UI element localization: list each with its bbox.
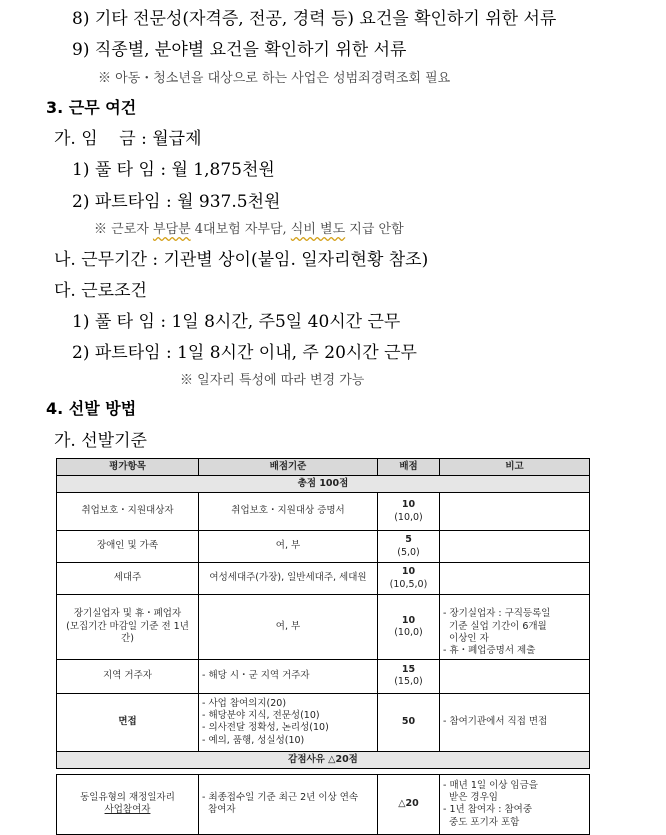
col-header-score: 배점 [378, 459, 440, 476]
remark-line: 받은 경우임 [443, 791, 498, 803]
deduction-item [57, 774, 199, 834]
row-score [378, 563, 440, 595]
row-score: 50 [378, 693, 440, 751]
deduction-remarks [440, 774, 590, 834]
row-item: 지역 거주자 [57, 659, 199, 693]
doc-line-9: 9) 직종별, 분야별 요건을 확인하기 위한 서류 [72, 40, 407, 60]
score-options: (10,0) [394, 626, 423, 638]
table-row [57, 595, 590, 660]
score-value: 10 [401, 499, 416, 511]
row-item: 장애인 및 가족 [57, 531, 199, 563]
row-remarks [440, 595, 590, 660]
selection-criteria-table [56, 458, 590, 835]
deduction-criteria [199, 774, 378, 834]
row-score [378, 595, 440, 660]
criteria-line: - 예의, 품행, 성실성(10) [202, 734, 305, 746]
row-criteria: 여, 부 [199, 595, 378, 660]
score-value: 10 [401, 566, 416, 578]
col-header-item: 평가항목 [57, 459, 199, 476]
row-remarks [440, 493, 590, 531]
parttime-hours: 2) 파트타임 : 1일 8시간 이내, 주 20시간 근무 [72, 343, 417, 363]
note-wage-underlined-1: 부담분 [152, 222, 191, 237]
note-hours: ※ 일자리 특성에 따라 변경 가능 [180, 373, 365, 388]
score-value: 10 [401, 614, 416, 626]
section-3-heading: 3. 근무 여건 [46, 98, 137, 117]
note-wage-suffix: 지급 안함 [345, 222, 404, 237]
work-conditions-heading: 다. 근로조건 [54, 281, 147, 301]
note-wage-prefix: ※ 근로자 [94, 222, 153, 237]
table-row [57, 693, 590, 751]
row-remarks [440, 531, 590, 563]
col-header-criteria: 배점기준 [199, 459, 378, 476]
total-score-row [57, 476, 590, 493]
remark-line: - 매년 1일 이상 임금을 [443, 779, 538, 791]
row-item [57, 595, 199, 660]
remark-line: 중도 포기자 포함 [443, 816, 520, 828]
deduction-score: △20 [378, 774, 440, 834]
table-row [57, 531, 590, 563]
deduction-title-row [57, 751, 590, 768]
deduction-row [57, 774, 590, 834]
row-criteria: 여, 부 [199, 531, 378, 563]
item-sublabel: (모집기간 마감일 기준 전 1년간) [66, 620, 189, 645]
doc-line-8: 8) 기타 전문성(자격증, 전공, 경력 등) 요건을 확인하기 위한 서류 [72, 9, 557, 29]
total-score: 총점 100점 [57, 476, 590, 493]
note-wage-mid: 4대보험 자부담, [190, 222, 291, 237]
remark-line: - 휴・폐업증명서 제출 [443, 645, 536, 657]
row-item: 세대주 [57, 563, 199, 595]
row-score [378, 659, 440, 693]
remark-line: 기준 실업 기간이 6개월 [443, 620, 547, 632]
remark-line: - 1년 참여자 : 참여중 [443, 804, 532, 816]
fulltime-wage: 1) 풀 타 임 : 월 1,875천원 [72, 160, 275, 180]
section-4-heading: 4. 선발 방법 [46, 399, 137, 418]
row-criteria: 취업보호・지원대상 증명서 [199, 493, 378, 531]
score-options: (10,0) [394, 511, 423, 523]
score-options: (10,5,0) [389, 578, 428, 590]
note-wage-underlined-2: 식비 별도 [290, 222, 346, 237]
deduction-title: 감점사유 △20점 [57, 751, 590, 768]
deduction-criteria-line: 참여자 [202, 804, 236, 816]
col-header-remarks: 비고 [440, 459, 590, 476]
note-wage [94, 218, 404, 237]
row-score [378, 493, 440, 531]
remark-line: - 장기실업자 : 구직등록일 [443, 608, 551, 620]
wage-type: 가. 임 금 : 월급제 [54, 129, 202, 149]
selection-criteria-heading: 가. 선발기준 [54, 431, 147, 451]
score-options: (5,0) [397, 546, 420, 558]
work-period: 나. 근무기간 : 기관별 상이(붙임. 일자리현황 참조) [54, 250, 429, 270]
row-remarks [440, 563, 590, 595]
deduction-criteria-line: - 최종접수일 기준 최근 2년 이상 연속 [202, 791, 359, 803]
criteria-line: - 해당분야 지식, 전문성(10) [202, 709, 320, 721]
parttime-wage: 2) 파트타임 : 월 937.5천원 [72, 192, 281, 212]
row-remarks [440, 659, 590, 693]
criteria-line: - 사업 참여의지(20) [202, 697, 287, 709]
table-row [57, 493, 590, 531]
row-item: 취업보호・지원대상자 [57, 493, 199, 531]
table-header-row [57, 459, 590, 476]
score-options: (15,0) [394, 676, 423, 688]
table-row [57, 659, 590, 693]
deduction-item-line: 동일유형의 재정일자리 [80, 791, 175, 803]
remark-line: 이상인 자 [443, 633, 489, 645]
fulltime-hours: 1) 풀 타 임 : 1일 8시간, 주5일 40시간 근무 [72, 312, 401, 332]
row-criteria: 여성세대주(가장), 일반세대주, 세대원 [199, 563, 378, 595]
deduction-item-line: 사업참여자 [104, 804, 151, 816]
row-criteria [199, 693, 378, 751]
score-value: 15 [401, 663, 416, 675]
table-row [57, 563, 590, 595]
row-item: 면접 [57, 693, 199, 751]
row-score [378, 531, 440, 563]
row-criteria: - 해당 시・군 지역 거주자 [199, 659, 378, 693]
criteria-line: - 의사전달 정확성, 논리성(10) [202, 722, 329, 734]
row-remarks: - 참여기관에서 직접 면접 [440, 693, 590, 751]
score-value: 5 [405, 534, 412, 546]
note-child-protection: ※ 아동・청소년을 대상으로 하는 사업은 성범죄경력조회 필요 [98, 71, 451, 86]
item-label: 장기실업자 및 휴・폐업자 [73, 608, 182, 620]
